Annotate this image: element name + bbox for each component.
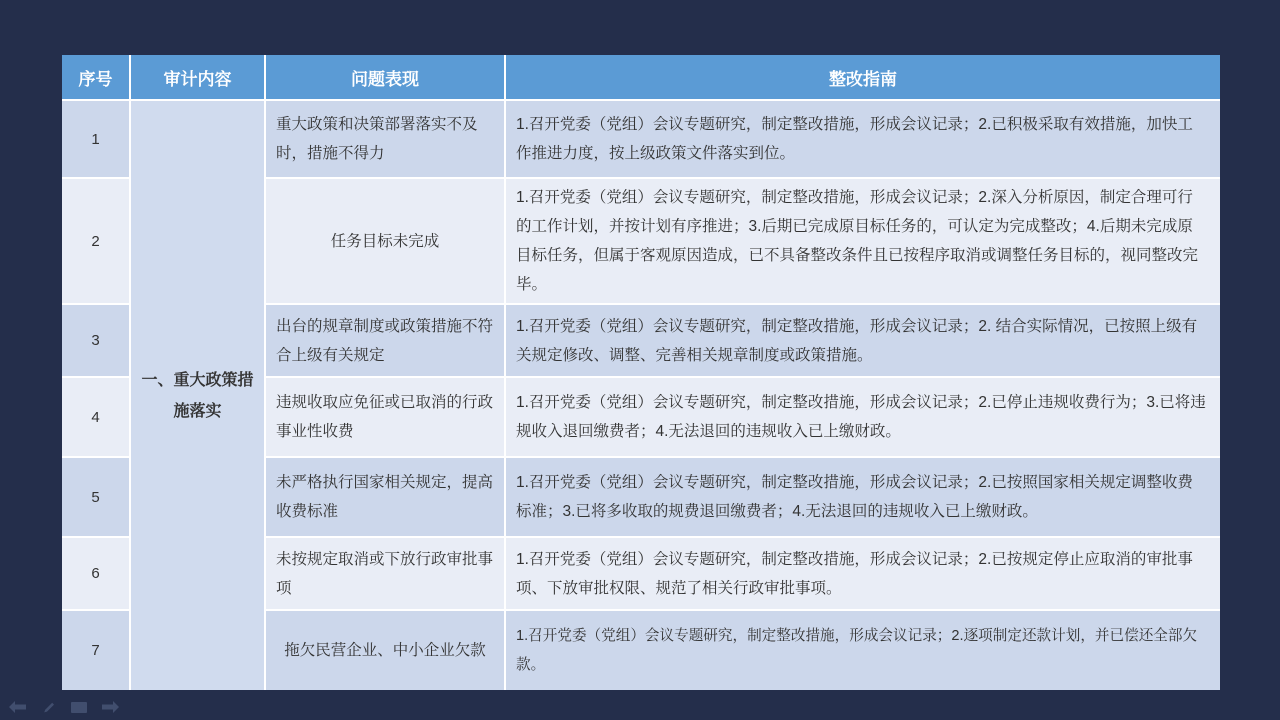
row-number-cell: 3 xyxy=(62,304,130,377)
problem-cell: 任务目标未完成 xyxy=(265,178,505,304)
guide-cell: 1.召开党委（党组）会议专题研究，制定整改措施，形成会议记录；2.已按规定停止应取消的审批事项、下放审批权限、规范了相关行政审批事项。 xyxy=(505,537,1220,610)
audit-category-merged-cell: 一、重大政策措施落实 xyxy=(130,100,265,690)
table-header-row xyxy=(62,55,1220,100)
presenter-toolbar xyxy=(8,700,119,714)
slide-thumbnail-icon[interactable] xyxy=(70,700,88,714)
row-number-cell: 6 xyxy=(62,537,130,610)
header-seq: 序号 xyxy=(62,55,130,100)
guide-cell: 1.召开党委（党组）会议专题研究，制定整改措施，形成会议记录；2.逐项制定还款计划，并已偿还全部欠款。 xyxy=(505,610,1220,690)
row-number-cell: 2 xyxy=(62,178,130,304)
problem-cell: 违规收取应免征或已取消的行政事业性收费 xyxy=(265,377,505,457)
table-row xyxy=(62,100,1220,178)
guide-cell: 1.召开党委（党组）会议专题研究，制定整改措施，形成会议记录；2.深入分析原因，制定合理可行的工作计划，并按计划有序推进；3.后期已完成原目标任务的，可认定为完成整改；4.后期未完成原目标任务，但属于客观原因造成，已不具备整改条件且已按程序取消或调整任务目标的，视同整改完毕。 xyxy=(505,178,1220,304)
row-number-cell: 1 xyxy=(62,100,130,178)
next-slide-arrow-icon[interactable] xyxy=(101,700,119,714)
pen-icon[interactable] xyxy=(39,700,57,714)
problem-cell: 未严格执行国家相关规定，提高收费标准 xyxy=(265,457,505,537)
guide-cell: 1.召开党委（党组）会议专题研究，制定整改措施，形成会议记录；2. 结合实际情况，已按照上级有关规定修改、调整、完善相关规章制度或政策措施。 xyxy=(505,304,1220,377)
problem-cell: 拖欠民营企业、中小企业欠款 xyxy=(265,610,505,690)
problem-cell: 出台的规章制度或政策措施不符合上级有关规定 xyxy=(265,304,505,377)
row-number-cell: 4 xyxy=(62,377,130,457)
guide-cell: 1.召开党委（党组）会议专题研究，制定整改措施，形成会议记录；2.已积极采取有效措施，加快工作推进力度，按上级政策文件落实到位。 xyxy=(505,100,1220,178)
row-number-cell: 7 xyxy=(62,610,130,690)
previous-slide-arrow-icon[interactable] xyxy=(8,700,26,714)
guide-cell: 1.召开党委（党组）会议专题研究，制定整改措施，形成会议记录；2.已停止违规收费行为；3.已将违规收入退回缴费者；4.无法退回的违规收入已上缴财政。 xyxy=(505,377,1220,457)
header-audit-content: 审计内容 xyxy=(130,55,265,100)
table-body xyxy=(62,100,1220,690)
guide-cell: 1.召开党委（党组）会议专题研究，制定整改措施，形成会议记录；2.已按照国家相关规定调整收费标准；3.已将多收取的规费退回缴费者；4.无法退回的违规收入已上缴财政。 xyxy=(505,457,1220,537)
problem-cell: 重大政策和决策部署落实不及时，措施不得力 xyxy=(265,100,505,178)
header-guide: 整改指南 xyxy=(505,55,1220,100)
row-number-cell: 5 xyxy=(62,457,130,537)
header-problem: 问题表现 xyxy=(265,55,505,100)
problem-cell: 未按规定取消或下放行政审批事项 xyxy=(265,537,505,610)
audit-rectification-table xyxy=(62,55,1220,690)
